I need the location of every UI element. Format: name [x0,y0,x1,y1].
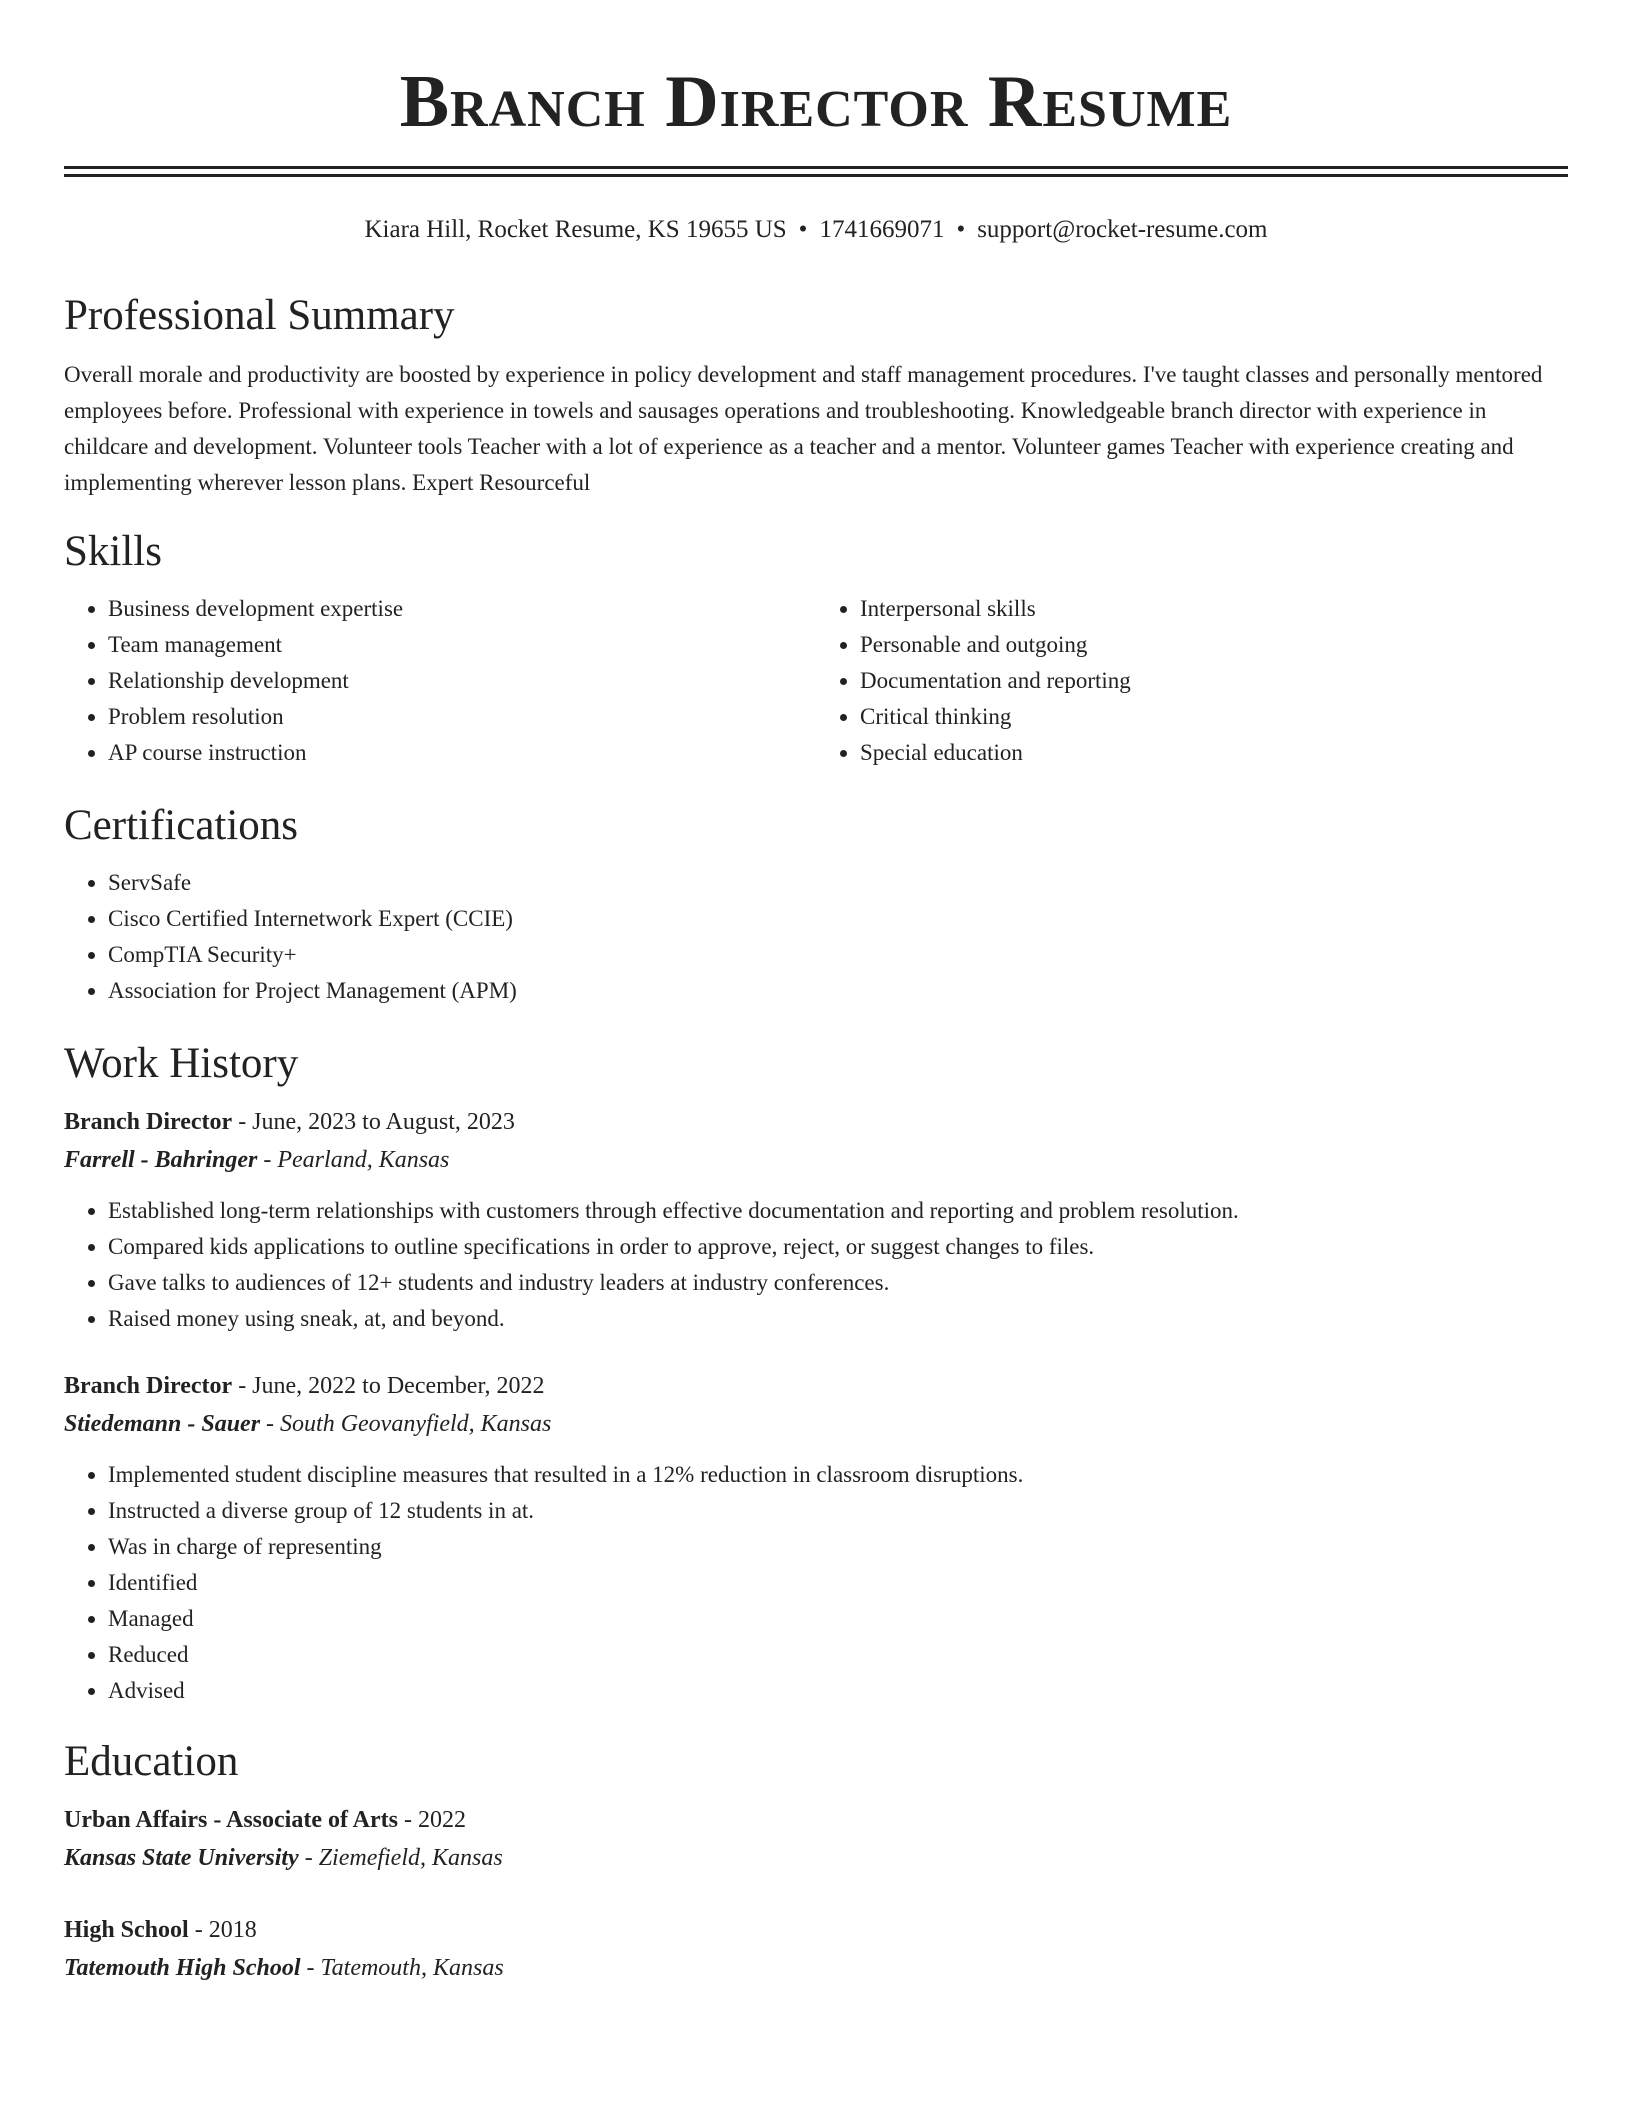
education-year: - 2018 [188,1917,257,1943]
job-bullet: • Gave talks to audiences of 12+ students and industry leaders at industry conferences. [108,1265,1568,1301]
skills-left-list [64,591,816,771]
work-history-section [64,1039,1568,1709]
job-bullet: • Reduced [108,1637,1568,1673]
skill-item: • Special education [860,735,1568,771]
job-entry [64,1367,1568,1709]
contact-phone: 1741669071 [819,216,945,243]
job-bullet: • Managed [108,1601,1568,1637]
education-heading: Education [64,1738,239,1785]
contact-line [64,213,1568,247]
certification-item: • Association for Project Management (APM) [108,973,1568,1009]
education-entry [64,1911,1568,1987]
contact-email[interactable]: support@rocket-resume.com [977,216,1268,243]
summary-section [64,291,1568,501]
job-company-line [64,1141,1568,1179]
certification-item: • CompTIA Security+ [108,937,1568,973]
education-entry [64,1801,1568,1877]
job-bullet: • Established long-term relationships with customers through effective documentation and reporting and problem resolution. [108,1193,1568,1229]
work-history-heading: Work History [64,1040,299,1087]
education-location: - Tatemouth, Kansas [300,1955,504,1981]
skills-right-list [816,591,1568,771]
job-header [64,1103,1568,1141]
skill-item: • Interpersonal skills [860,591,1568,627]
skill-item: • Business development expertise [108,591,816,627]
certifications-list [64,865,1568,1009]
education-school-line [64,1949,1568,1987]
job-bullet: • Identified [108,1565,1568,1601]
job-title: Branch Director [64,1109,233,1135]
education-school: Tatemouth High School [64,1955,301,1981]
job-bullet: • Compared kids applications to outline specifications in order to approve, reject, or suggest changes to files. [108,1229,1568,1265]
skills-heading: Skills [64,528,162,575]
skill-item: • Documentation and reporting [860,663,1568,699]
certifications-heading: Certifications [64,802,299,849]
certification-item: • Cisco Certified Internetwork Expert (CCIE) [108,901,1568,937]
job-entry [64,1103,1568,1337]
education-degree: High School [64,1917,189,1943]
job-bullet: • Was in charge of representing [108,1529,1568,1565]
contact-separator: • [956,216,966,243]
job-header [64,1367,1568,1405]
summary-heading: Professional Summary [64,292,455,339]
job-bullet: • Raised money using sneak, at, and beyond. [108,1301,1568,1337]
contact-address: Kiara Hill, Rocket Resume, KS 19655 US [364,216,787,243]
job-location: - South Geovanyfield, Kansas [260,1411,552,1437]
job-bullets [64,1457,1568,1709]
skill-item: • Personable and outgoing [860,627,1568,663]
resume-title: Branch Director Resume [399,61,1233,143]
skill-item: • Team management [108,627,816,663]
summary-text: Overall morale and productivity are boosted by experience in policy development and staff management procedures. I've taught classes and personally mentored employees before. Professional with experience in towels and sausages operations and troubleshooting. Knowledgeable branch director with experience in childcare and development. Volunteer tools Teacher with a lot of experience as a teacher and a mentor. Volunteer games Teacher with experience creating and implementing wherever lesson plans. Expert Resourceful [64,362,1543,495]
education-degree: Urban Affairs - Associate of Arts [64,1807,398,1833]
skill-item: • Critical thinking [860,699,1568,735]
job-bullet: • Advised [108,1673,1568,1709]
job-company: Farrell - Bahringer [64,1147,258,1173]
education-header [64,1911,1568,1949]
job-company: Stiedemann - Sauer [64,1411,261,1437]
education-section [64,1737,1568,1987]
education-location: - Ziemefield, Kansas [298,1845,503,1871]
job-dates: - June, 2023 to August, 2023 [232,1109,515,1135]
contact-separator: • [798,216,808,243]
skill-item: • Problem resolution [108,699,816,735]
job-bullets [64,1193,1568,1337]
education-header [64,1801,1568,1839]
job-title: Branch Director [64,1373,233,1399]
skill-item: • Relationship development [108,663,816,699]
certifications-section [64,801,1568,1009]
job-location: - Pearland, Kansas [257,1147,450,1173]
certification-item: • ServSafe [108,865,1568,901]
job-bullet: • Instructed a diverse group of 12 students in at. [108,1493,1568,1529]
job-bullet: • Implemented student discipline measures that resulted in a 12% reduction in classroom disruptions. [108,1457,1568,1493]
job-company-line [64,1405,1568,1443]
skill-item: • AP course instruction [108,735,816,771]
skills-section [64,527,1568,771]
education-school-line [64,1839,1568,1877]
education-school: Kansas State University [64,1845,299,1871]
job-dates: - June, 2022 to December, 2022 [232,1373,545,1399]
skills-columns [64,591,1568,771]
title-double-rule [64,166,1568,177]
education-year: - 2022 [397,1807,466,1833]
